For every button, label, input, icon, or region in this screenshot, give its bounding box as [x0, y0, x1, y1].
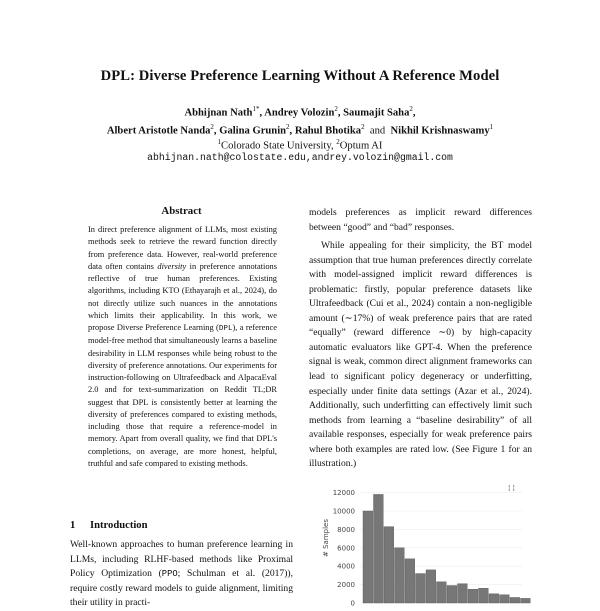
histogram-bar [521, 598, 531, 603]
histogram-bar [374, 494, 384, 603]
author-name: Rahul Bhotika [294, 125, 362, 137]
abstract-body: In direct preference alignment of LLMs, most existing methods seek to retrieve the reward function directly from preference data. However, real-world preference data often contains diversity in preference annotations reflective of true human preferences. Existing algorithms, including KTO (Ethayarajh et al., 2024), do not directly utilize such nuances in the annotations which limits their applicability. In this work, we propose Diverse Preference Learning (DPL), a reference model-free method that simultaneously learns a baseline desirability in LLM responses while being robust to the diversity of preference annotations. Our experiments for instruction-following on Ultrafeedback and AlpacaEval 2.0 and for text-summarization on Reddit TL;DR suggest that DPL is consistently better at learning the diversity of preferences compared to existing methods, including those that require a reference-model in memory. Apart from overall quality, we find that DPL's completions, on average, are more honest, helpful, truthful and safe compared to existing methods. [88, 225, 277, 468]
histogram-bar [479, 588, 489, 603]
introduction-body: Well-known approaches to human preference learning in LLMs, including RLHF-based methods like Proximal Policy Optimization (PPO; Schulman et al. (2017)), require costly reward models to guide alignment, limiting their utility in practi- [70, 539, 293, 609]
section-heading-introduction: 1 Introduction [70, 520, 148, 531]
histogram-bar [437, 582, 447, 603]
paper-title: DPL: Diverse Preference Learning Without A Reference Model [100, 68, 500, 84]
histogram-bar [468, 589, 478, 603]
histogram-bar [510, 597, 520, 603]
y-tick-label: 0 [350, 599, 355, 608]
histogram-bar [500, 595, 510, 603]
histogram-bar [447, 586, 457, 603]
y-tick-label: 10000 [332, 507, 355, 516]
histogram-bar [426, 570, 436, 603]
y-axis-label: # Samples [322, 519, 330, 557]
author-name: Galina Grunin [219, 125, 287, 137]
paragraph-bt-model: While appealing for their simplicity, the BT model assumption that true human preferences directly correlate with model-assigned implicit reward differences is problematic: firstly, popular preference datasets like Ultrafeedback (Cui et al., 2024) contain a non-negligible amount (∼17%) of weak preference pairs that are rated “equally” (reward difference ∼0) by high-capacity automatic evaluators like GPT-4. When the preference signal is weak, common direct alignment frameworks can lead to significant policy degeneracy or underfitting, especially under finite data settings (Azar et al., 2024). Additionally, such underfitting can effectively limit such methods from learning a “baseline desirability” of all available responses, especially for weak preference pairs where both examples are rated low. (See Figure 1 for an illustration.) [309, 240, 532, 470]
paragraph-continuation: models preferences as implicit reward differences between “good” and “bad” responses. [309, 207, 532, 233]
right-column-text [309, 206, 532, 472]
histogram-bar [416, 574, 426, 603]
histogram-bar [363, 511, 373, 603]
legend-marks: ¦ ¦ [508, 484, 515, 492]
affiliations: $^1$Colorado State University, $^2$Optum AI [217, 138, 383, 152]
figure-1-histogram [308, 478, 532, 608]
author-name: Nikhil Krishnaswamy [390, 125, 490, 137]
histogram-bar [458, 584, 468, 603]
y-tick-label: 8000 [337, 525, 355, 534]
histogram-bar [489, 594, 499, 603]
y-tick-label: 6000 [337, 544, 355, 553]
y-tick-label: 2000 [337, 581, 355, 590]
y-tick-label: 4000 [337, 562, 355, 571]
author-name: Albert Aristotle Nanda [106, 125, 211, 137]
author-line-2: Albert Aristotle Nanda$^2$, Galina Grunin$^2$, Rahul Bhotika$^2$ and Nikhil Krishnaswamy$^1$ [106, 123, 494, 137]
y-tick-label: 12000 [332, 489, 355, 498]
author-name: Saumajit Saha [343, 107, 410, 119]
author-name: Andrey Volozin [264, 107, 335, 119]
histogram-chart [308, 478, 532, 608]
histogram-bar [384, 527, 394, 603]
abstract-heading: Abstract [161, 205, 202, 217]
author-line-1: Abhijnan Nath$^{1*}$, Andrey Volozin$^2$, Saumajit Saha$^2$, [184, 105, 416, 119]
author-emails: abhijnan.nath@colostate.edu,andrey.volozin@gmail.com [147, 152, 453, 163]
histogram-bar [405, 559, 415, 603]
author-name: Abhijnan Nath [184, 107, 253, 119]
histogram-bar [395, 548, 405, 603]
